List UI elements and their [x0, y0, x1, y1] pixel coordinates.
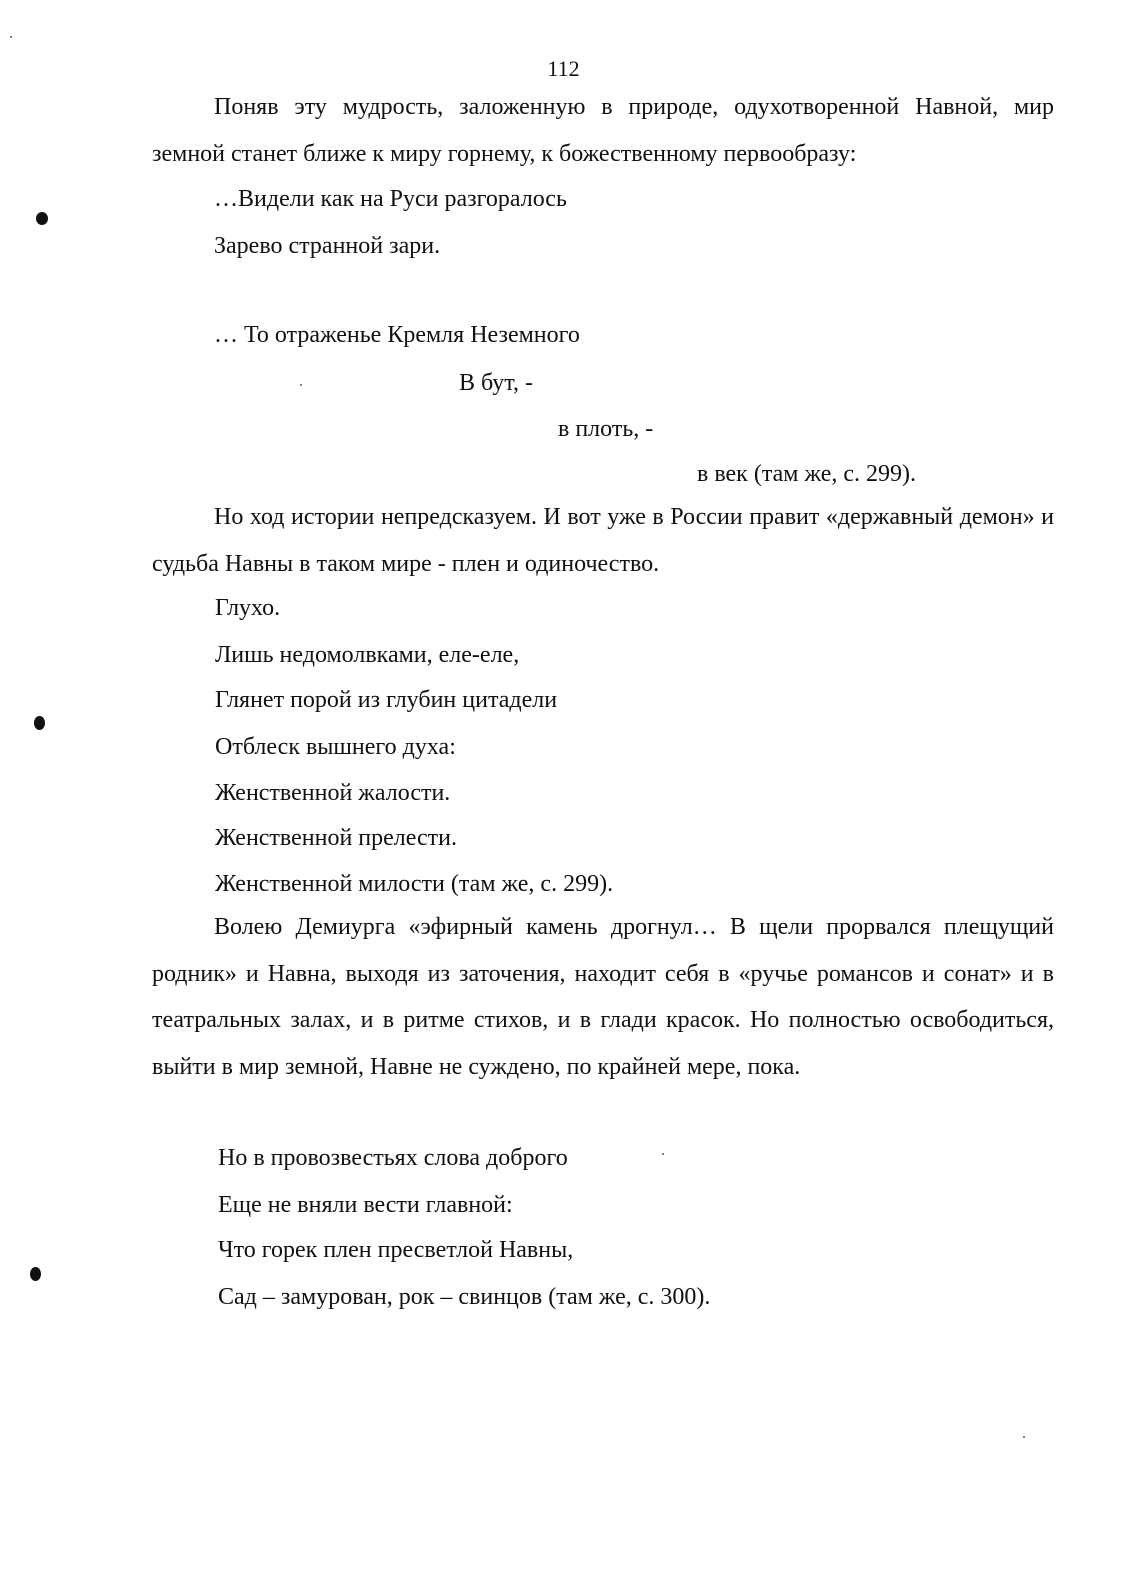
poem-line: Женственной прелести.: [215, 825, 458, 851]
poem-line: Глухо.: [215, 595, 281, 621]
poem-line: В бут, -: [459, 370, 533, 396]
binding-hole-mark: [30, 1267, 41, 1281]
poem-line: Зарево странной зари.: [214, 233, 441, 259]
poem-line: Женственной милости (там же, с. 299).: [215, 871, 614, 897]
poem-line: Что горек плен пресветлой Навны,: [218, 1237, 574, 1263]
scan-speck: [10, 36, 12, 38]
paragraph-1: Поняв эту мудрость, заложенную в природе, одухотворенной Навной, мир земной станет ближе к миру горнему, к божественному первообразу:: [152, 94, 1054, 167]
poem-line: в век (там же, с. 299).: [697, 461, 917, 487]
poem-line: Еще не вняли вести главной:: [218, 1192, 513, 1218]
poem-line: Глянет порой из глубин цитадели: [215, 687, 558, 713]
poem-line: Но в провозвестьях слова доброго: [218, 1145, 568, 1171]
poem-line: Сад – замурован, рок – свинцов (там же, с. 300).: [218, 1284, 711, 1310]
poem-line: в плоть, -: [558, 416, 654, 442]
paragraph-2: Но ход истории непредсказуем. И вот уже в России правит «державный демон» и судьба Навны в таком мире - плен и одиночество.: [152, 504, 1054, 577]
paragraph-3: Волею Демиурга «эфирный камень дрогнул… В щели прорвался плещущий родник» и Навна, выходя из заточения, находит себя в «ручье романсов и сонат» и в театральных залах, и в ритме стихов, и в глади красок. Но полностью освободиться, выйти в мир земной, Навне не суждено, по крайней мере, пока.: [152, 914, 1054, 1080]
poem-line: … То отраженье Кремля Неземного: [214, 322, 580, 348]
page-number: 112: [547, 56, 580, 81]
binding-hole-mark: [36, 212, 48, 225]
scan-speck: [300, 384, 302, 386]
poem-line: Отблеск вышнего духа:: [215, 734, 456, 760]
scan-speck: [662, 1153, 664, 1155]
poem-line: Лишь недомолвками, еле-еле,: [215, 642, 520, 668]
poem-line: Женственной жалости.: [215, 780, 451, 806]
scan-speck: [1023, 1436, 1025, 1438]
binding-hole-mark: [34, 716, 45, 730]
poem-line: …Видели как на Руси разгоралось: [214, 186, 567, 212]
